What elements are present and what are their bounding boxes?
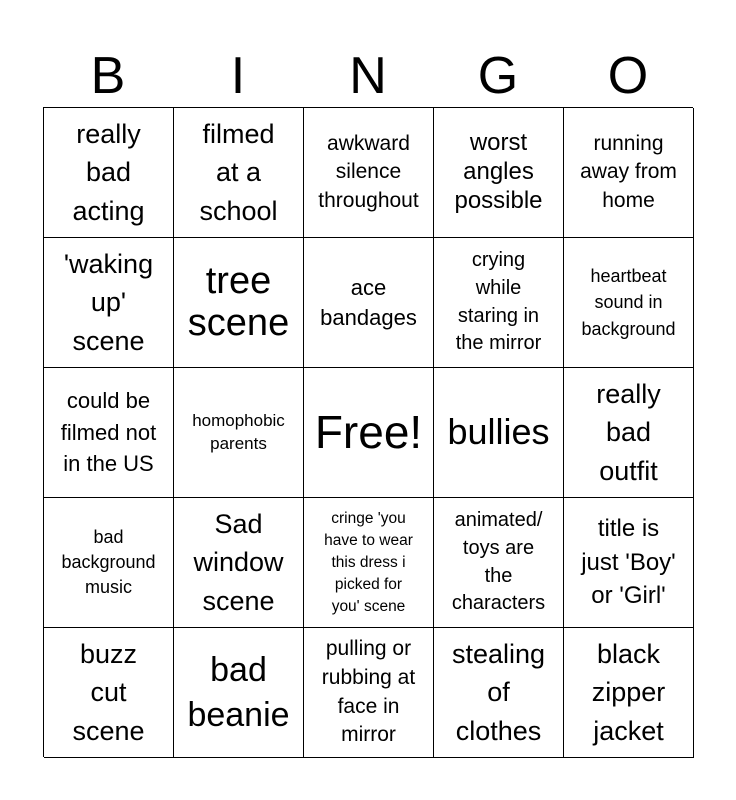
cell-text: filmed at a school — [199, 119, 278, 226]
bingo-cell[interactable] — [174, 238, 304, 368]
cell-text: cringe 'you have to wear this dress i picked for you' scene — [324, 509, 413, 615]
bingo-cell[interactable] — [434, 628, 564, 758]
bingo-cell[interactable] — [304, 498, 434, 628]
bingo-cell[interactable] — [304, 108, 434, 238]
bingo-cell[interactable] — [44, 628, 174, 758]
bingo-cell[interactable] — [564, 108, 694, 238]
cell-text: animated/ toys are the characters — [451, 509, 546, 615]
cell-text: stealing of clothes — [451, 639, 546, 746]
cell-text: bad background music — [61, 526, 156, 598]
bingo-cell[interactable] — [174, 368, 304, 498]
header-letter-o: O — [607, 47, 649, 105]
bingo-cell[interactable] — [44, 108, 174, 238]
cell-text: black zipper jacket — [591, 639, 666, 746]
bingo-card-grid — [43, 107, 693, 757]
bingo-cell[interactable] — [174, 108, 304, 238]
cell-text: 'waking up' scene — [63, 249, 154, 356]
cell-text: tree scene — [187, 260, 290, 344]
bingo-cell[interactable] — [434, 238, 564, 368]
bingo-cell[interactable] — [174, 498, 304, 628]
cell-text: buzz cut scene — [72, 639, 145, 746]
bingo-cell[interactable] — [434, 498, 564, 628]
header-letter-n: N — [349, 47, 387, 105]
bingo-cell[interactable] — [304, 368, 434, 498]
cell-text: bullies — [447, 411, 550, 453]
bingo-cell[interactable] — [434, 368, 564, 498]
cell-text: ace bandages — [320, 274, 417, 330]
cell-text: homophobic parents — [192, 410, 285, 453]
cell-text: could be filmed not in the US — [60, 387, 157, 477]
bingo-cell[interactable] — [564, 238, 694, 368]
bingo-cell[interactable] — [174, 628, 304, 758]
cell-text: Free! — [314, 405, 423, 458]
cell-text: heartbeat sound in background — [581, 266, 676, 339]
cell-text: crying while staring in the mirror — [455, 249, 542, 355]
bingo-cell[interactable] — [304, 238, 434, 368]
cell-text: running away from home — [580, 131, 677, 212]
cell-text: really bad outfit — [596, 379, 661, 486]
bingo-cell[interactable] — [564, 368, 694, 498]
bingo-cell[interactable] — [564, 628, 694, 758]
header-letter-g: G — [477, 47, 519, 105]
bingo-cell[interactable] — [44, 238, 174, 368]
cell-text: awkward silence throughout — [318, 131, 419, 212]
bingo-cell[interactable] — [44, 368, 174, 498]
header-letter-b: B — [90, 47, 126, 105]
bingo-cell[interactable] — [564, 498, 694, 628]
cell-text: title is just 'Boy' or 'Girl' — [581, 515, 676, 610]
cell-text: worst angles possible — [454, 129, 543, 214]
header-letter-i: I — [230, 47, 246, 105]
bingo-cell[interactable] — [434, 108, 564, 238]
bingo-cell[interactable] — [44, 498, 174, 628]
bingo-header — [43, 46, 693, 106]
cell-text: really bad acting — [72, 119, 145, 226]
cell-text: Sad window scene — [193, 509, 284, 616]
cell-text: bad beanie — [187, 651, 290, 734]
bingo-cell[interactable] — [304, 628, 434, 758]
cell-text: pulling or rubbing at face in mirror — [321, 636, 416, 747]
